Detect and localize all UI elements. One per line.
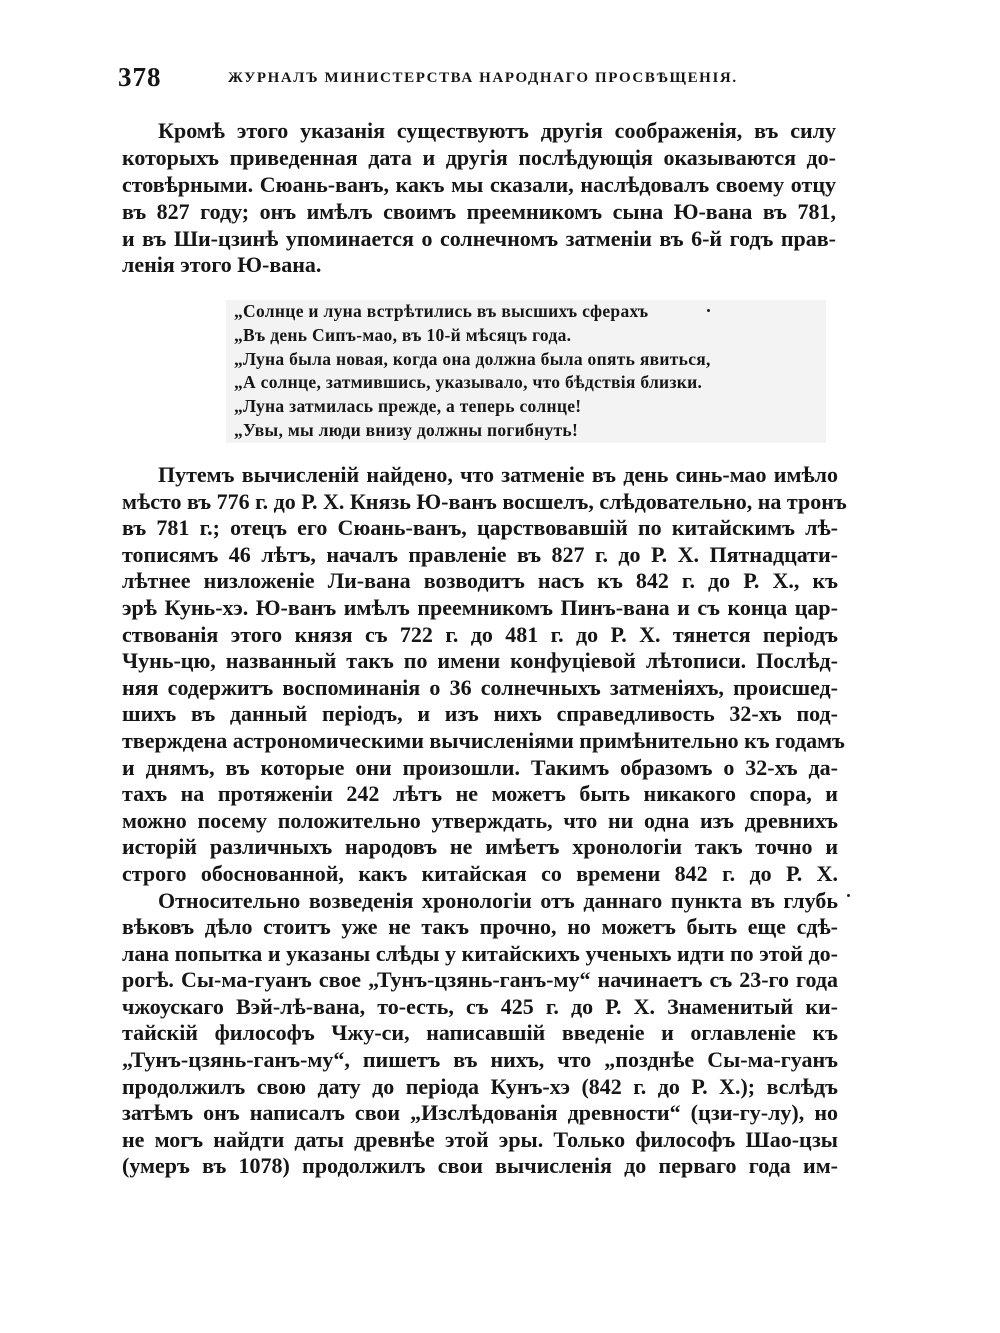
verse-line: „Луна затмилась прежде, а теперь солнце! [234,396,582,417]
text-line: строго обоснованной, какъ китайская со времени 842 г. до Р. Х. [122,860,838,886]
verse-quote [226,300,826,443]
text-line: вѣковъ дѣло стоитъ уже не такъ прочно, но можетъ быть еще сдѣ- [122,914,838,940]
text-line: ствованія этого князя съ 722 г. до 481 г. до Р. Х. тянется періодъ [122,621,838,647]
text-line: тахъ на протяженіи 242 лѣтъ не можетъ быть никакого спора, и [122,781,838,807]
verse-line: „Солнце и луна встрѣтились въ высшихъ сферахъ [234,301,649,321]
text-line: исторій различныхъ народовъ не имѣетъ хронологіи такъ точно и [122,834,838,860]
running-title: ЖУРНАЛЪ МИНИСТЕРСТВА НАРОДНАГО ПРОСВѢЩЕНІЯ. [228,70,738,86]
text-line: Путемъ вычисленій найдено, что затменіе въ день синь-мао имѣло [158,462,838,487]
text-line: (умеръ въ 1078) продолжилъ свои вычисленія до перваго года им- [122,1153,838,1179]
text-line: и днямъ, въ которые они произошли. Такимъ образомъ о 32-хъ да- [122,754,838,780]
text-line: продолжилъ свою дату до періода Кунъ-хэ (842 г. до Р. Х.); вслѣдъ [122,1073,838,1099]
verse-line: „Луна была новая, когда она должна была опять явиться, [234,348,711,369]
text-line: рогѣ. Сы-ма-гуанъ свое „Тунъ-цзянь-ганъ-му“ начинаетъ съ 23-го года [122,967,838,993]
verse-line: „Увы, мы люди внизу должны погибнуть! [234,419,579,440]
text-line: эрѣ Кунь-хэ. Ю-ванъ имѣлъ преемникомъ Пинъ-вана и съ конца цар- [122,594,838,620]
paragraph-1 [122,118,836,279]
text-line: Кромѣ этого указанія существуютъ другія соображенія, въ силу [158,118,836,143]
text-line: въ 781 г.; отецъ его Сюань-ванъ, царствовавшій по китайскимъ лѣ- [122,515,838,541]
text-line: мѣсто въ 776 г. до Р. Х. Князь Ю-ванъ восшелъ, слѣдовательно, на тронъ [122,488,847,514]
text-line: тописямъ 46 лѣтъ, началъ правленіе въ 827 г. до Р. Х. Пятнадцати- [122,541,838,567]
print-speck [847,894,850,897]
text-line: Чунь-цю, названный такъ по имени конфуціевой лѣтописи. Послѣд- [122,648,838,674]
text-line: „Тунъ-цзянь-ганъ-му“, пишетъ въ нихъ, что „позднѣе Сы-ма-гуанъ [122,1047,838,1073]
text-line: въ 827 году; онъ имѣлъ своимъ преемникомъ сына Ю-вана въ 781, [122,198,836,224]
text-line: шихъ въ данный періодъ, и изъ нихъ справедливость 32-хъ под- [122,701,838,727]
text-line: ленія этого Ю-вана. [122,252,322,278]
verse-line: „Въ день Сипъ-мао, въ 10-й мѣсяцъ года. [234,324,572,345]
text-line: тверждена астрономическими вычисленіями примѣнительно къ годамъ [122,727,845,753]
page-number: 378 [118,62,162,92]
text-line: лѣтнее низложеніе Ли-вана возводитъ насъ къ 842 г. до Р. Х., къ [122,568,838,594]
text-line: лана попытка и указаны слѣды у китайскихъ ученыхъ идти по этой до- [122,940,838,966]
print-speck [707,309,710,312]
text-line: затѣмъ онъ написалъ свои „Изслѣдованія древности“ (цзи-гу-лу), но [122,1100,838,1126]
text-line: тайскій философъ Чжу-си, написавшій введеніе и оглавленіе къ [122,1020,838,1046]
verse-line: „А солнце, затмившись, указывало, что бѣдствія близки. [234,372,703,393]
text-line: Относительно возведенія хронологіи отъ даннаго пункта въ глубь [158,887,838,913]
text-line: которыхъ приведенная дата и другія послѣдующія оказываются до- [122,144,836,170]
text-line: стовѣрными. Сюань-ванъ, какъ мы сказали, наслѣдовалъ своему отцу [122,171,836,197]
page-header [118,62,848,96]
text-line: няя содержитъ воспоминанія о 36 солнечныхъ затменіяхъ, происшед- [122,674,838,700]
text-line: чжоускаго Вэй-лѣ-вана, то-есть, съ 425 г. до Р. Х. Знаменитый ки- [122,993,838,1019]
text-line: и въ Ши-цзинѣ упоминается о солнечномъ затменіи въ 6-й годъ прав- [122,225,836,251]
paragraph-2 [122,462,847,1180]
text-line: можно посему положительно утверждать, что ни одна изъ древнихъ [122,807,838,833]
text-line: не могъ найдти даты древнѣе этой эры. Только философъ Шао-цзы [122,1126,838,1152]
